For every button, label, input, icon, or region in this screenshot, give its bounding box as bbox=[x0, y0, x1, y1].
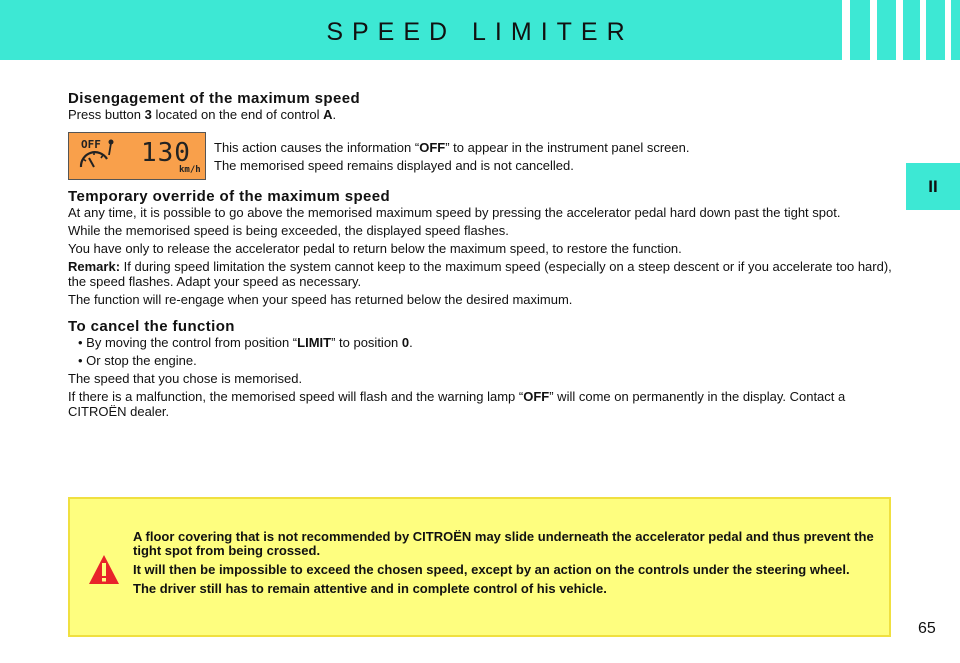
text: . bbox=[332, 107, 337, 122]
header-stripe bbox=[896, 0, 903, 60]
warning-paragraph: The driver still has to remain attentive and in complete control of his vehicle. bbox=[133, 581, 607, 596]
bold-text: LIMIT bbox=[297, 335, 332, 350]
paragraph: At any time, it is possible to go above the memorised maximum speed by pressing the accelerator pedal hard down past the tight spot. bbox=[68, 205, 841, 220]
header-stripe bbox=[945, 0, 951, 60]
bold-text: 3 bbox=[144, 107, 152, 122]
paragraph: You have only to release the accelerator pedal to return below the maximum speed, to restore the function. bbox=[68, 241, 682, 256]
bold-text: OFF bbox=[523, 389, 550, 404]
warning-paragraph: It will then be impossible to exceed the chosen speed, except by an action on the controls under the steering wheel. bbox=[133, 562, 850, 577]
warning-icon bbox=[87, 553, 121, 587]
section-heading-disengagement: Disengagement of the maximum speed bbox=[68, 90, 361, 107]
paragraph bbox=[68, 259, 892, 289]
paragraph bbox=[214, 140, 689, 155]
section-heading-override: Temporary override of the maximum speed bbox=[68, 188, 391, 205]
header-bar bbox=[0, 0, 960, 60]
text: located on the end of control bbox=[151, 107, 324, 122]
text: If during speed limitation the system cannot keep to the maximum speed (especially on a steep descent or if you accelerate too hard), the speed flashes. Adapt your speed as necessary. bbox=[68, 259, 892, 289]
text: This action causes the information “ bbox=[214, 140, 420, 155]
text: Press button bbox=[68, 107, 145, 122]
list-item: • Or stop the engine. bbox=[78, 353, 197, 368]
warning-box bbox=[68, 497, 891, 637]
list-item bbox=[68, 335, 892, 350]
page-title: SPEED LIMITER bbox=[326, 18, 634, 46]
warning-paragraph: A floor covering that is not recommended by CITROËN may slide underneath the accelerator pedal and thus prevent the tight spot from being crossed. bbox=[133, 529, 874, 558]
text: ” to appear in the instrument panel screen. bbox=[445, 140, 690, 155]
paragraph: The speed that you chose is memorised. bbox=[68, 371, 303, 386]
instrument-display bbox=[68, 132, 206, 180]
text: If there is a malfunction, the memorised speed will flash and the warning lamp “ bbox=[68, 389, 524, 404]
chapter-tab bbox=[906, 163, 960, 210]
section-heading-cancel: To cancel the function bbox=[68, 318, 235, 335]
text: ” to position bbox=[331, 335, 402, 350]
speed-value: 130 bbox=[141, 138, 191, 168]
display-example bbox=[68, 132, 892, 188]
bold-text: OFF bbox=[419, 140, 446, 155]
paragraph: The memorised speed remains displayed and is not cancelled. bbox=[214, 158, 574, 173]
bold-text: 0 bbox=[401, 335, 410, 350]
paragraph: While the memorised speed is being exceeded, the displayed speed flashes. bbox=[68, 223, 509, 238]
header-stripe bbox=[870, 0, 877, 60]
off-indicator: OFF bbox=[81, 138, 101, 151]
bold-text: A bbox=[323, 107, 333, 122]
remark-label: Remark: bbox=[68, 259, 121, 274]
page-number: 65 bbox=[918, 620, 936, 637]
paragraph: The function will re-engage when your speed has returned below the desired maximum. bbox=[68, 292, 573, 307]
text: • By moving the control from position “ bbox=[78, 335, 298, 350]
text: . bbox=[409, 335, 413, 350]
display-description bbox=[214, 132, 689, 176]
paragraph bbox=[68, 389, 892, 419]
header-stripe bbox=[920, 0, 926, 60]
main-content bbox=[68, 90, 892, 422]
header-stripe bbox=[842, 0, 850, 60]
speed-unit: km/h bbox=[179, 165, 201, 175]
spacer bbox=[68, 310, 892, 318]
text: ” will come on permanently in the display. Contact a CITROËN dealer. bbox=[68, 389, 846, 419]
warning-text bbox=[133, 530, 883, 601]
paragraph bbox=[68, 107, 892, 122]
chapter-tab-label: II bbox=[928, 176, 938, 196]
